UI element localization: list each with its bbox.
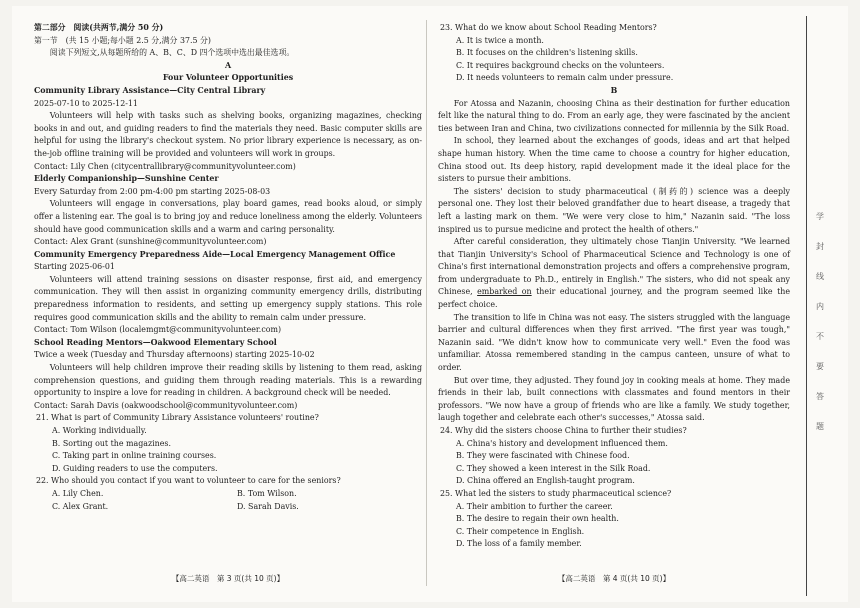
option-d[interactable]: D. China offered an English-taught program. [456, 476, 635, 486]
binding-char: 不 [816, 332, 824, 341]
binding-char: 内 [816, 302, 824, 311]
page-4 [438, 22, 790, 582]
option-a[interactable]: A. Their ambition to further the career. [456, 501, 613, 511]
option-b[interactable]: B. The desire to regain their own health. [456, 514, 619, 524]
option-c[interactable]: C. Their competence in English. [456, 526, 585, 536]
page-divider [426, 20, 427, 586]
option-b[interactable]: B. It focuses on the children's listening skills. [456, 48, 638, 58]
option-b[interactable]: B. Sorting out the magazines. [52, 438, 171, 448]
option-b[interactable]: B. They were fascinated with Chinese food. [456, 451, 630, 461]
ad-contact: Contact: Lily Chen (citycentrallibrary@communityvolunteer.com) [34, 161, 296, 171]
passage-letter: B [610, 85, 618, 95]
binding-char: 要 [816, 362, 824, 371]
ad-date: Twice a week (Tuesday and Thursday afternoons) starting 2025-10-02 [34, 350, 315, 360]
ad-contact: Contact: Tom Wilson (localemgmt@communityvolunteer.com) [34, 325, 282, 335]
ad-body: Volunteers will engage in conversations, play board games, read books aloud, or simply offer a listening ear. The goal is to bring joy and reduce loneliness among the elderly. Volunteers should have good communication skills and a warm and caring personality. [34, 199, 422, 234]
binding-char: 答 [816, 392, 824, 401]
option-a[interactable]: A. China's history and development influenced them. [456, 438, 668, 448]
section-title: 第二部分 阅读(共两节,满分 50 分) [34, 23, 164, 32]
paragraph [438, 236, 790, 312]
ad-body: Volunteers will help children improve their reading skills by listening to them read, asking comprehension questions, and guiding them through reading materials. This is a rewarding opportunity to inspire a love for reading in children. A background check will be needed. [34, 363, 422, 398]
option-d[interactable]: D. Guiding readers to use the computers. [52, 463, 218, 473]
ad-body: Volunteers will help with tasks such as shelving books, organizing magazines, checking books in and out, and guiding readers to find the materials they need. Basic computer skills are helpful for using the library's checkout system. No prior library experience is necessary, as on-the-job offline training will be provided and volunteers will work in groups. [34, 111, 422, 158]
question-stem: 22. Who should you contact if you want to volunteer to care for the seniors? [36, 476, 341, 486]
passage-letter: A [224, 60, 232, 70]
paragraph: But over time, they adjusted. They found joy in cooking meals at home. They made friends in their lab, built connections with classmates and found mentors in their professors. "We now have a group of friends who are like a family. We study together, laugh together and celebrate each other's successes," Atossa said. [438, 375, 790, 423]
ad-date: 2025-07-10 to 2025-12-11 [34, 98, 138, 108]
question-stem: 25. What led the sisters to study pharmaceutical science? [440, 488, 672, 498]
option-c[interactable]: C. It requires background checks on the volunteers. [456, 60, 665, 70]
question-21 [34, 412, 422, 475]
options-row [34, 501, 422, 514]
option-d[interactable]: D. The loss of a family member. [456, 539, 582, 549]
paragraph: For Atossa and Nazanin, choosing China as their destination for further education felt like the natural thing to do. From an early age, they were fascinated by the ancient ties between Iran and China, two civilizations connected for millennia by the Silk Road. [438, 98, 790, 133]
ad-date: Starting 2025-06-01 [34, 262, 115, 272]
paragraph-text: their educational journey, and the program seemed like the perfect choice. [438, 287, 791, 310]
paragraph: In school, they learned about the exchanges of goods, ideas and art that helped shape human history. When the time came to choose a country for higher education, China stood out. Its deep history, rapid development made it the ideal place for the sisters to pursue their ambitions. [438, 136, 790, 184]
question-24 [438, 425, 790, 488]
option-c[interactable]: C. Alex Grant. [52, 501, 109, 511]
ad-emergency [34, 249, 422, 337]
ad-elderly [34, 173, 422, 249]
exam-sheet [12, 6, 848, 602]
question-stem: 23. What do we know about School Reading Mentors? [440, 23, 657, 32]
option-a[interactable]: A. Lily Chen. [52, 488, 104, 498]
question-stem: 21. What is part of Community Library Assistance volunteers' routine? [36, 413, 319, 423]
ad-contact: Contact: Sarah Davis (oakwoodschool@communityvolunteer.com) [34, 400, 298, 410]
option-b[interactable]: B. Tom Wilson. [237, 488, 297, 498]
instruction: 阅读下列短文,从每题所给的 A、B、C、D 四个选项中选出最佳选项。 [49, 48, 295, 58]
page-footer: 【高二英语 第 4 页(共 10 页)】 [557, 574, 671, 584]
page-3 [34, 22, 422, 582]
option-d[interactable]: D. Sarah Davis. [237, 501, 299, 511]
ad-heading: Community Library Assistance—City Central Library [34, 85, 266, 95]
ad-heading: Community Emergency Preparedness Aide—Local Emergency Management Office [34, 249, 396, 259]
option-c[interactable]: C. Taking part in online training courses. [52, 451, 217, 461]
ad-date: Every Saturday from 2:00 pm-4:00 pm starting 2025-08-03 [34, 186, 271, 196]
paragraph: The sisters' decision to study pharmaceutical (制药的) science was a deeply personal one. They lost their beloved grandfather due to heart disease, a tragedy that left a lasting mark on them. "We were very close to him," Nazanin said. "The loss inspired us to pursue medicine and protect the health of others." [438, 186, 790, 234]
options-row [34, 488, 422, 501]
question-stem: 24. Why did the sisters choose China to further their studies? [440, 426, 687, 435]
section-subtitle: 第一节 (共 15 小题;每小题 2.5 分,满分 37.5 分) [34, 35, 212, 45]
paragraph-text: After careful consideration, they ultimately chose Tianjin University. "We learned that Tianjin University's School of Pharmaceutical Science and Technology is one of China's first international demonstration projects and offers a comprehensive program, from undergraduate to Ph.D., entirely in English." The sisters, who did not speak any Chinese, [438, 237, 790, 297]
underlined-phrase: embarked on [477, 287, 532, 297]
ad-reading [34, 337, 422, 413]
binding-char: 学 [816, 212, 824, 221]
option-d[interactable]: D. It needs volunteers to remain calm under pressure. [456, 73, 674, 83]
binding-line [806, 16, 807, 596]
option-c[interactable]: C. They showed a keen interest in the Silk Road. [456, 463, 651, 473]
paragraph: The transition to life in China was not easy. The sisters struggled with the language barrier and cultural differences when they first arrived. "The first year was tough," Nazanin said. "We didn't know how to communicate very well." Even the food was unfamiliar. Atossa remembered standing in the campus canteen, unsure of what to order. [438, 312, 790, 373]
ad-heading: Elderly Companionship—Sunshine Center [34, 174, 219, 184]
binding-char: 线 [816, 272, 824, 281]
question-22 [34, 475, 422, 513]
page-footer: 【高二英语 第 3 页(共 10 页)】 [171, 574, 285, 584]
option-a[interactable]: A. Working individually. [52, 426, 147, 435]
ad-contact: Contact: Alex Grant (sunshine@communityvolunteer.com) [34, 237, 267, 247]
passage-title: Four Volunteer Opportunities [162, 73, 294, 83]
ad-heading: School Reading Mentors—Oakwood Elementary School [34, 337, 277, 347]
ad-body: Volunteers will attend training sessions on disaster response, first aid, and emergency communication. They will then assist in organizing community emergency drills, distributing preparedness information to residents, and setting up emergency supply stations. This role requires good communication skills and the ability to remain calm under pressure. [34, 274, 422, 322]
option-a[interactable]: A. It is twice a month. [456, 35, 544, 45]
binding-char: 题 [816, 422, 824, 431]
question-25 [438, 488, 790, 551]
question-23 [438, 22, 790, 85]
ad-library [34, 85, 422, 173]
binding-notice [813, 202, 827, 442]
binding-char: 封 [816, 242, 824, 251]
